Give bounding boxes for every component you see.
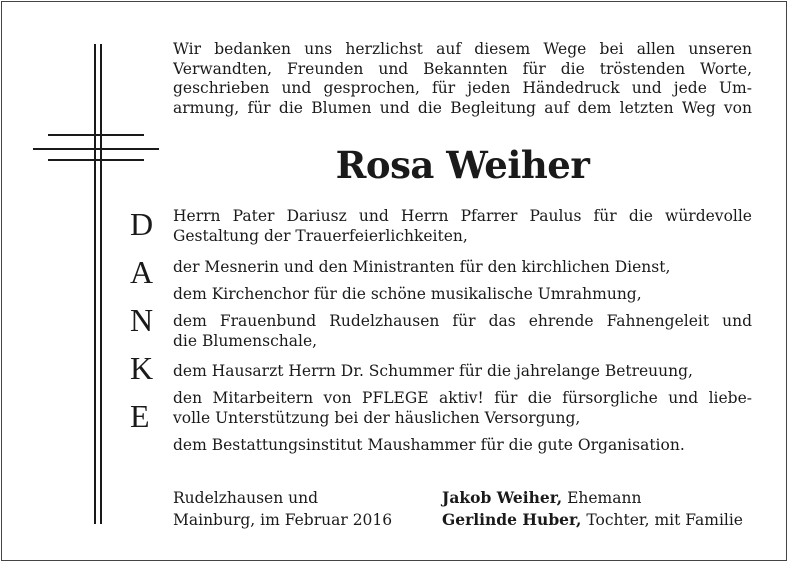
signer-relation: Ehemann xyxy=(562,489,642,507)
thanks-line: dem Kirchenchor für die schöne musikalische Umrahmung, xyxy=(173,285,642,303)
deceased-name: Rosa Weiher xyxy=(335,143,590,187)
intro-line: Verwandten, Freunden und Bekannten für die tröstenden Worte, xyxy=(173,59,752,78)
thanks-line: Herrn Pater Dariusz und Herrn Pfarrer Paulus für die würdevolle xyxy=(173,207,752,225)
signer-name: Jakob Weiher, xyxy=(442,488,563,507)
thanks-item xyxy=(173,362,752,382)
intro-line: armung, für die Blumen und die Begleitung auf dem letzten Weg von xyxy=(173,98,752,117)
danke-letter: K xyxy=(130,350,154,386)
thanks-line: dem Frauenbund Rudelzhausen für das ehrende Fahnengeleit und xyxy=(173,312,752,330)
place-date-line: Rudelzhausen und xyxy=(173,489,319,507)
thanks-line: Gestaltung der Trauerfeierlichkeiten, xyxy=(173,226,468,245)
thanks-item xyxy=(173,207,752,246)
intro-text xyxy=(173,40,752,118)
danke-letter: N xyxy=(130,302,154,338)
signer-relation: Tochter, mit Familie xyxy=(581,511,743,529)
intro-line: geschrieben und gesprochen, für jeden Händedruck und jede Um- xyxy=(173,79,752,97)
thanks-item xyxy=(173,312,752,351)
thanks-line: volle Unterstützung bei der häuslichen Versorgung, xyxy=(173,408,581,427)
danke-letter: D xyxy=(130,206,154,242)
intro-line: Wir bedanken uns herzlichst auf diesem Wege bei allen unseren xyxy=(173,40,752,58)
signer xyxy=(442,487,743,509)
thanks-item xyxy=(173,285,752,305)
thanks-item xyxy=(173,389,752,428)
signers xyxy=(442,487,743,531)
signer xyxy=(442,509,743,531)
thanks-line: dem Bestattungsinstitut Maushammer für die gute Organisation. xyxy=(173,436,685,454)
thanks-line: den Mitarbeitern von PFLEGE aktiv! für die fürsorgliche und liebe- xyxy=(173,389,752,407)
thanks-item xyxy=(173,258,752,278)
signer-name: Gerlinde Huber, xyxy=(442,510,582,529)
thanks-line: dem Hausarzt Herrn Dr. Schummer für die jahrelange Betreuung, xyxy=(173,362,693,380)
thanks-line: der Mesnerin und den Ministranten für den kirchlichen Dienst, xyxy=(173,258,671,276)
danke-letter: E xyxy=(130,398,150,434)
place-date xyxy=(173,487,392,531)
thanks-item xyxy=(173,436,752,456)
place-date-line: Mainburg, im Februar 2016 xyxy=(173,511,393,529)
danke-letter: A xyxy=(130,254,154,290)
thanks-line: die Blumenschale, xyxy=(173,331,318,350)
